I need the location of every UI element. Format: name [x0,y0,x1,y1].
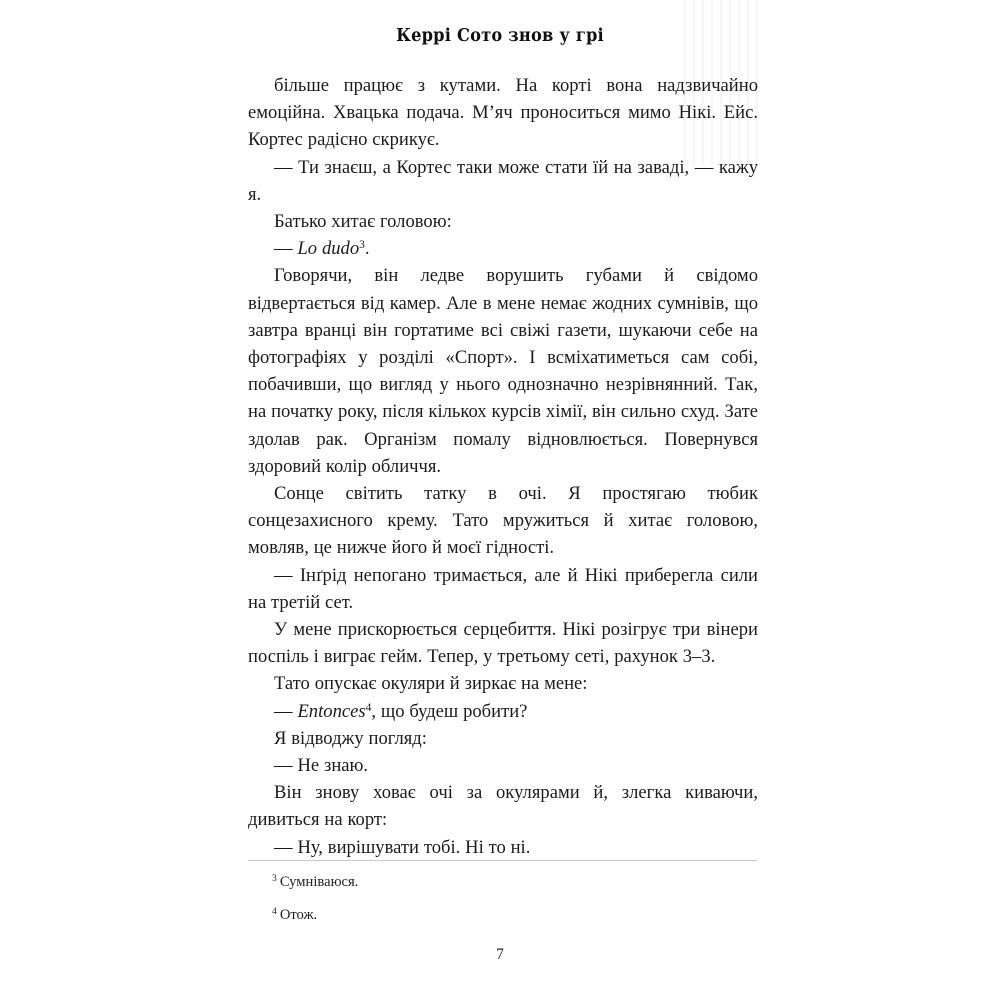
footnote-text: Отож. [279,907,318,923]
footnote-item [248,873,758,892]
dialogue-dash: — [274,238,293,260]
footnote-separator-rule [248,860,757,861]
paragraph-foreign-quote [248,235,758,262]
paragraph-text: Сонце світить татку в очі. Я простягаю тюбик сонцезахисного крему. Тато мружиться й хитає головою, мовляв, це нижче його й моєї гідності. [248,483,758,559]
paragraph-text: більше працює з кутами. На корті вона надзвичайно емоційна. Хвацька подача. М’яч проноситься мимо Нікі. Ейс. Кортес радісно скрикує. [248,75,758,151]
paragraph [248,480,758,562]
paragraph [248,208,758,235]
paragraph [248,154,758,208]
footnote-text: Сумніваюся. [279,874,359,890]
paragraph-text: , що будеш робити? [371,700,528,722]
paragraph-foreign-quote [248,698,758,725]
paragraph [248,72,758,154]
foreign-phrase: Lo dudo [297,238,360,260]
paragraph [248,262,758,480]
footnote-item [248,906,758,925]
dialogue-dash: — [274,700,293,722]
footnote-reference[interactable]: 4 [365,701,372,714]
paragraph-text: . [364,238,370,260]
paragraph [248,752,758,779]
paragraph [248,670,758,697]
paragraph-text: Я відводжу погляд: [274,727,427,749]
paragraph [248,779,758,833]
paragraph [248,562,758,616]
running-head: Керрі Сото знов у грі [396,26,604,46]
paragraph-text: У мене прискорюється серцебиття. Нікі розігрує три вінери поспіль і виграє гейм. Тепер, у третьому сеті, рахунок 3–3. [248,619,758,668]
paragraph [248,725,758,752]
body-text-column [248,72,758,861]
paragraph-text: — Інґрід непогано тримається, але й Нікі приберегла сили на третій сет. [248,564,758,613]
paragraph-text: Тато опускає окуляри й зиркає на мене: [274,673,588,695]
paragraph [248,616,758,670]
paragraph [248,834,758,861]
paragraph-text: Він знову ховає очі за окулярами й, злегка киваючи, дивиться на корт: [248,782,758,831]
footnote-reference[interactable]: 3 [359,239,365,252]
page-number: 7 [496,946,504,963]
footnote-marker: 4 [272,906,277,918]
paragraph-text: — Ну, вирішувати тобі. Ні то ні. [274,836,531,858]
paragraph-text: Батько хитає головою: [274,211,452,233]
footnote-section [248,860,758,939]
paragraph-text: — Ти знаєш, а Кортес таки може стати їй на заваді, — кажу я. [248,156,758,205]
footnote-marker: 3 [272,873,277,885]
paragraph-text: — Не знаю. [274,755,369,777]
foreign-phrase: Entonces [297,700,366,722]
paragraph-text: Говорячи, він ледве ворушить губами й свідомо відвертається від камер. Але в мене немає жодних сумнівів, що завтра вранці він гортатиме всі свіжі газети, шукаючи себе на фотографіях у розділі «Спорт». І всміхатиметься сам собі, побачивши, що вигляд у нього однозначно незрівнянний. Так, на початку року, після кількох курсів хімії, він сильно схуд. Зате здолав рак. Організм помалу відновлюється. Повернувся здоровий колір обличчя. [248,265,758,477]
